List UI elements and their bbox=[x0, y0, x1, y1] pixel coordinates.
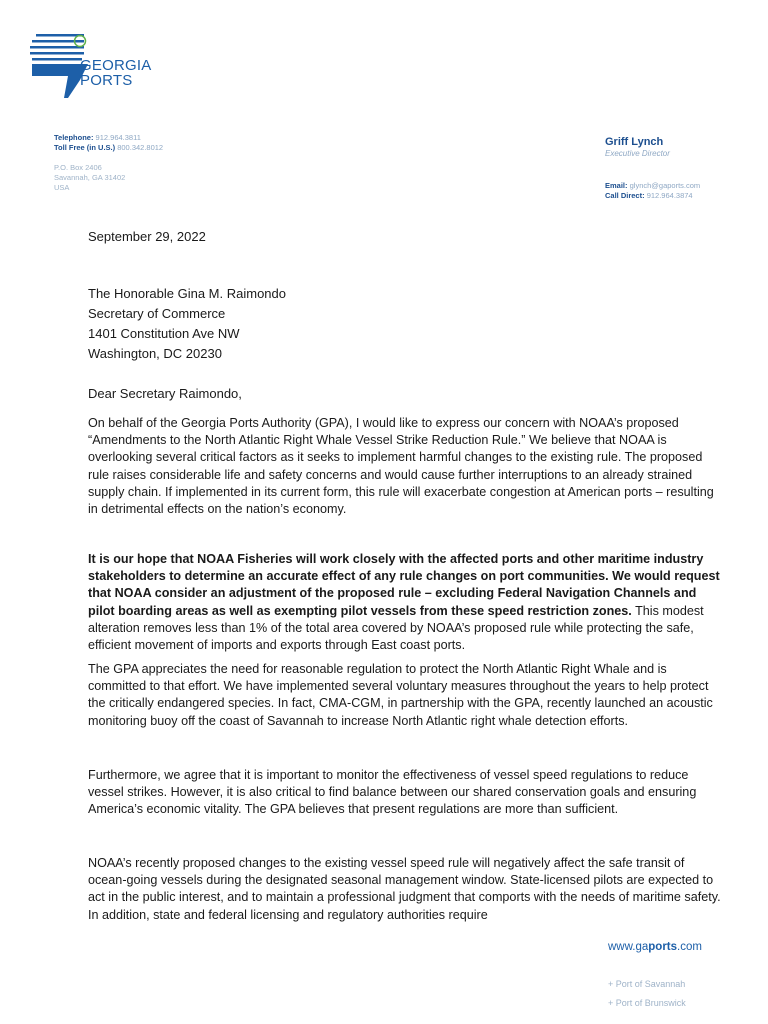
address-line: P.O. Box 2406 bbox=[54, 163, 102, 172]
addressee-line: The Honorable Gina M. Raimondo bbox=[88, 286, 286, 301]
email-label: Email: bbox=[605, 181, 628, 190]
email-row bbox=[605, 181, 700, 191]
calldirect-row bbox=[605, 191, 700, 201]
url-highlight: ports bbox=[648, 941, 678, 953]
logo-line-georgia: GEORGIA bbox=[80, 57, 152, 74]
paragraph-1: On behalf of the Georgia Ports Authority (GPA), I would like to express our concern with NOAA’s proposed “Amendments to the North Atlantic Right Whale Vessel Strike Reduction Rule.” We believe that NOAA is overlooking several critical factors as it seeks to implement harmful changes to the existing rule. The proposed rule raises considerable life and safety concerns and would cause further interruptions to an already strained supply chain. If implemented in its current form, this rule will exacerbate congestion at American ports – resulting in detrimental effects on the nation’s economy. bbox=[88, 416, 714, 517]
salutation: Dear Secretary Raimondo, bbox=[88, 386, 242, 401]
telephone-value: 912.964.3811 bbox=[95, 133, 141, 142]
addressee-line: Secretary of Commerce bbox=[88, 306, 226, 321]
footer-port-brunswick: + Port of Brunswick bbox=[608, 998, 686, 1008]
paragraph-4: Furthermore, we agree that it is important to monitor the effectiveness of vessel speed regulations to reduce vessel strikes. However, it is also critical to find balance between our shared conservation goals and ensuring America’s economic vitality. The GPA believes that present regulations are more than sufficient. bbox=[88, 768, 697, 817]
contact-left bbox=[54, 133, 163, 193]
addressee-line: 1401 Constitution Ave NW bbox=[88, 326, 240, 341]
tollfree-value: 800.342.8012 bbox=[117, 143, 164, 152]
contact-right bbox=[605, 181, 700, 201]
addressee-line: Washington, DC 20230 bbox=[88, 346, 222, 361]
paragraph-2 bbox=[88, 551, 724, 654]
paragraph-2-rest: This modest alteration removes less than 1% of the total area covered by NOAA’s proposed rule while protecting the safe, efficient movement of imports and exports through East coast ports. bbox=[88, 603, 704, 653]
logo-wordmark bbox=[80, 58, 151, 88]
addressee-block bbox=[88, 284, 286, 364]
paragraph-3: The GPA appreciates the need for reasonable regulation to protect the North Atlantic Right Whale and is committed to that effort. We have implemented several voluntary measures throughout the years to help protect the critically endangered species. In fact, CMA-CGM, in partnership with the GPA, recently launched an acoustic monitoring buoy off the coast of Savannah to increase North Atlantic right whale detection efforts. bbox=[88, 662, 713, 728]
url-suffix: .com bbox=[677, 941, 702, 953]
executive-block bbox=[605, 136, 670, 159]
address-line: USA bbox=[54, 183, 70, 192]
calldirect-value: 912.964.3874 bbox=[646, 191, 693, 200]
mailing-address bbox=[54, 163, 163, 193]
tollfree-row bbox=[54, 143, 163, 153]
paragraph-2-bold: It is our hope that NOAA Fisheries will work closely with the affected ports and other maritime industry stakeholders to determine an accurate effect of any rule changes on port communities. We would request that NOAA consider an adjustment of the proposed rule – excluding Federal Navigation Channels and pilot boarding areas as well as exempting pilot vessels from these speed restriction zones. bbox=[88, 552, 720, 618]
tollfree-label: Toll Free (in U.S.) bbox=[54, 143, 116, 152]
executive-title: Executive Director bbox=[605, 149, 670, 158]
telephone-row bbox=[54, 133, 163, 143]
url-prefix: www.ga bbox=[608, 941, 649, 953]
calldirect-label: Call Direct: bbox=[605, 191, 645, 200]
letter-date: September 29, 2022 bbox=[88, 229, 206, 244]
logo-line-ports: PORTS bbox=[80, 72, 133, 89]
telephone-label: Telephone: bbox=[54, 133, 94, 142]
email-value: glynch@gaports.com bbox=[629, 181, 701, 190]
website-link[interactable] bbox=[608, 941, 702, 953]
executive-name: Griff Lynch bbox=[605, 136, 664, 148]
address-line: Savannah, GA 31402 bbox=[54, 173, 126, 182]
footer-port-savannah: + Port of Savannah bbox=[608, 979, 686, 989]
paragraph-5: NOAA’s recently proposed changes to the existing vessel speed rule will negatively affect the safe transit of ocean-going vessels during the designated seasonal management window. State-licensed pilots are expected to act in the public interest, and to maintain a professional judgment that comports with the needs of maritime safety. In addition, state and federal licensing and regulatory authorities require bbox=[88, 856, 721, 922]
